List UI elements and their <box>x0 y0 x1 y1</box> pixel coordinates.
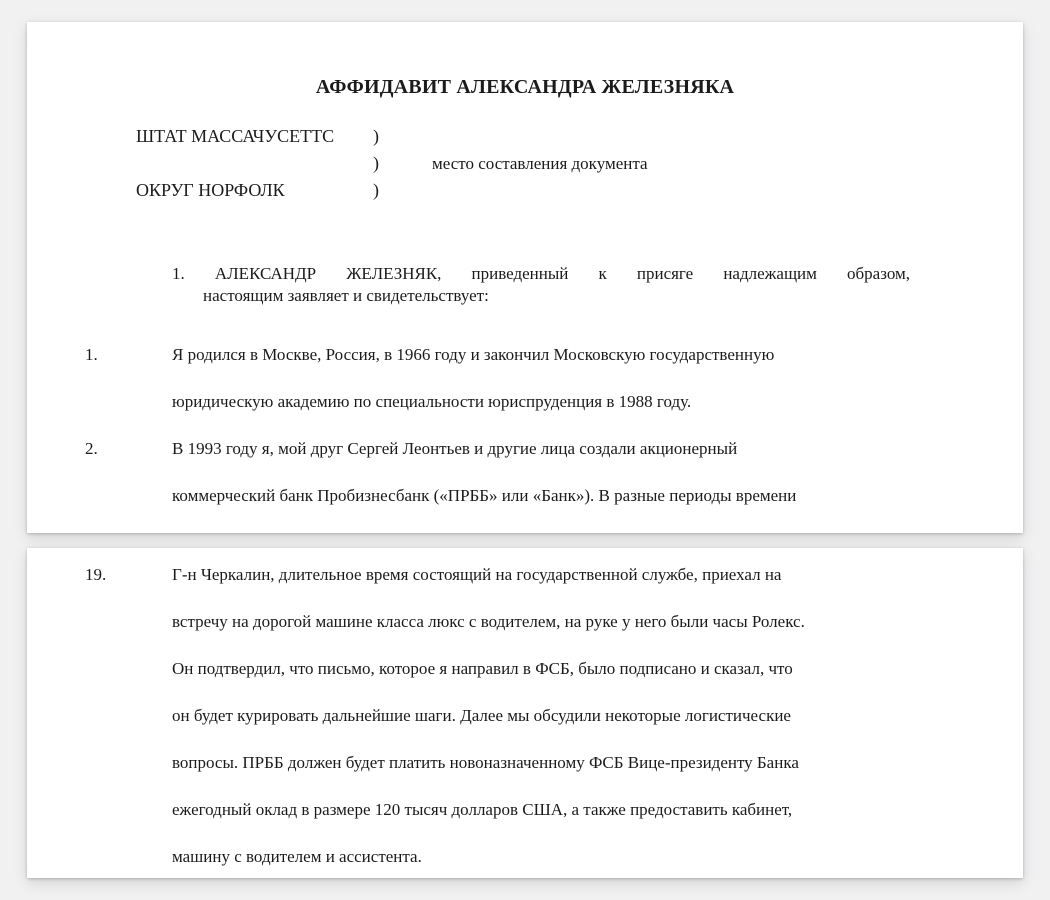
paragraph-number: 1. <box>85 345 98 364</box>
text-line: он будет курировать дальнейшие шаги. Далее мы обсудили некоторые логистические <box>172 706 791 725</box>
affidavit-page-1 <box>27 22 1023 533</box>
numbered-paragraphs-page-1 <box>85 344 917 532</box>
text-line: встречу на дорогой машине класса люкс с водителем, на руке у него были часы Ролекс. <box>172 612 805 631</box>
paragraph-lines <box>172 564 917 878</box>
venue-state: ШТАТ МАССАЧУСЕТТС <box>136 126 335 146</box>
paragraph-lines <box>172 438 917 532</box>
intro-number: 1. <box>172 264 185 283</box>
paragraph-2 <box>85 438 917 532</box>
paragraph-19 <box>85 564 917 878</box>
numbered-paragraphs-page-2 <box>85 564 917 878</box>
text-line: Он подтвердил, что письмо, которое я направил в ФСБ, было подписано и сказал, что <box>172 659 793 678</box>
intro-line-1 <box>172 263 910 285</box>
intro-text: АЛЕКСАНДР ЖЕЛЕЗНЯК, приведенный к присяге надлежащим образом, <box>214 264 911 283</box>
intro-paragraph <box>172 263 910 307</box>
venue-caption: место составления документа <box>432 154 648 173</box>
text-line: ежегодный оклад в размере 120 тысяч долларов США, а также предоставить кабинет, <box>172 800 793 819</box>
venue-county: ОКРУГ НОРФОЛК <box>136 180 285 200</box>
paragraph-lines <box>172 344 917 438</box>
venue-paren: ) <box>373 126 379 146</box>
venue-row-state <box>136 123 736 150</box>
text-line: Г-н Черкалин, длительное время состоящий на государственной службе, приехал на <box>172 565 782 584</box>
text-line: машину с водителем и ассистента. <box>172 847 422 866</box>
text-line: В 1993 году я, мой друг Сергей Леонтьев и другие лица создали акционерный <box>172 439 738 458</box>
paragraph-number: 2. <box>85 439 98 458</box>
intro-line-2: настоящим заявляет и свидетельствует: <box>203 286 489 305</box>
text-line: коммерческий банк Пробизнесбанк («ПРББ» или «Банк»). В разные периоды времени <box>172 486 797 505</box>
venue-block <box>136 123 736 204</box>
text-line: Я родился в Москве, Россия, в 1966 году и закончил Московскую государственную <box>172 345 775 364</box>
text-line: вопросы. ПРББ должен будет платить новоназначенному ФСБ Вице-президенту Банка <box>172 753 799 772</box>
venue-row-county <box>136 177 736 204</box>
text-line: юридическую академию по специальности юриспруденция в 1988 году. <box>172 392 692 411</box>
venue-paren: ) <box>373 180 379 200</box>
venue-paren: ) <box>373 153 379 173</box>
paragraph-number: 19. <box>85 565 107 584</box>
affidavit-page-2 <box>27 548 1023 878</box>
venue-row-caption <box>136 150 736 177</box>
paragraph-1 <box>85 344 917 438</box>
document-title: АФФИДАВИТ АЛЕКСАНДРА ЖЕЛЕЗНЯКА <box>315 76 735 98</box>
